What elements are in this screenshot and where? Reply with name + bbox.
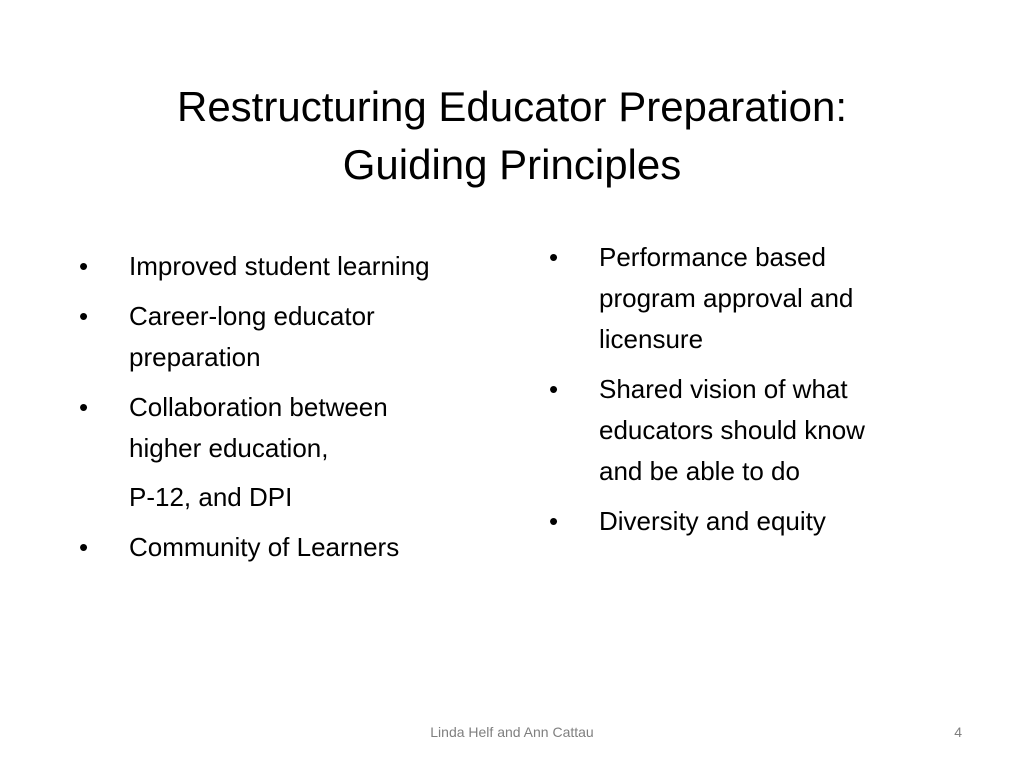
slide-title — [60, 78, 964, 194]
list-item-text: program approval and — [599, 283, 854, 313]
page-number: 4 — [954, 724, 962, 740]
list-item — [76, 387, 516, 469]
list-item-text: and be able to do — [599, 456, 800, 486]
list-item-text: Community of Learners — [129, 532, 400, 562]
list-item-text: Diversity and equity — [599, 506, 826, 536]
list-item-continuation — [76, 477, 516, 518]
list-item — [76, 527, 516, 568]
list-item-text: higher education, — [129, 433, 329, 463]
bullet-icon: • — [79, 532, 89, 562]
list-item-text: licensure — [599, 324, 704, 354]
list-item — [546, 237, 966, 360]
bullet-icon: • — [79, 251, 89, 281]
list-item-text: Improved student learning — [129, 251, 430, 281]
title-line-1: Restructuring Educator Preparation: — [176, 83, 847, 130]
title-line-2: Guiding Principles — [342, 141, 682, 188]
bullet-icon: • — [549, 506, 559, 536]
left-bullet-list — [76, 246, 516, 577]
bullet-icon: • — [79, 301, 89, 331]
list-item-text: Career-long educator — [129, 301, 375, 331]
bullet-icon: • — [549, 374, 559, 404]
list-item-text: P-12, and DPI — [129, 482, 293, 512]
list-item — [546, 369, 966, 492]
list-item — [546, 501, 966, 542]
bullet-icon: • — [79, 392, 89, 422]
list-item — [76, 246, 516, 287]
bullet-icon: • — [549, 242, 559, 272]
footer-authors: Linda Helf and Ann Cattau — [430, 724, 594, 740]
list-item-text: Collaboration between — [129, 392, 388, 422]
list-item-text: Performance based — [599, 242, 826, 272]
list-item-text: preparation — [129, 342, 261, 372]
right-bullet-list — [546, 237, 966, 551]
list-item — [76, 296, 516, 378]
list-item-text: Shared vision of what — [599, 374, 848, 404]
list-item-text: educators should know — [599, 415, 865, 445]
